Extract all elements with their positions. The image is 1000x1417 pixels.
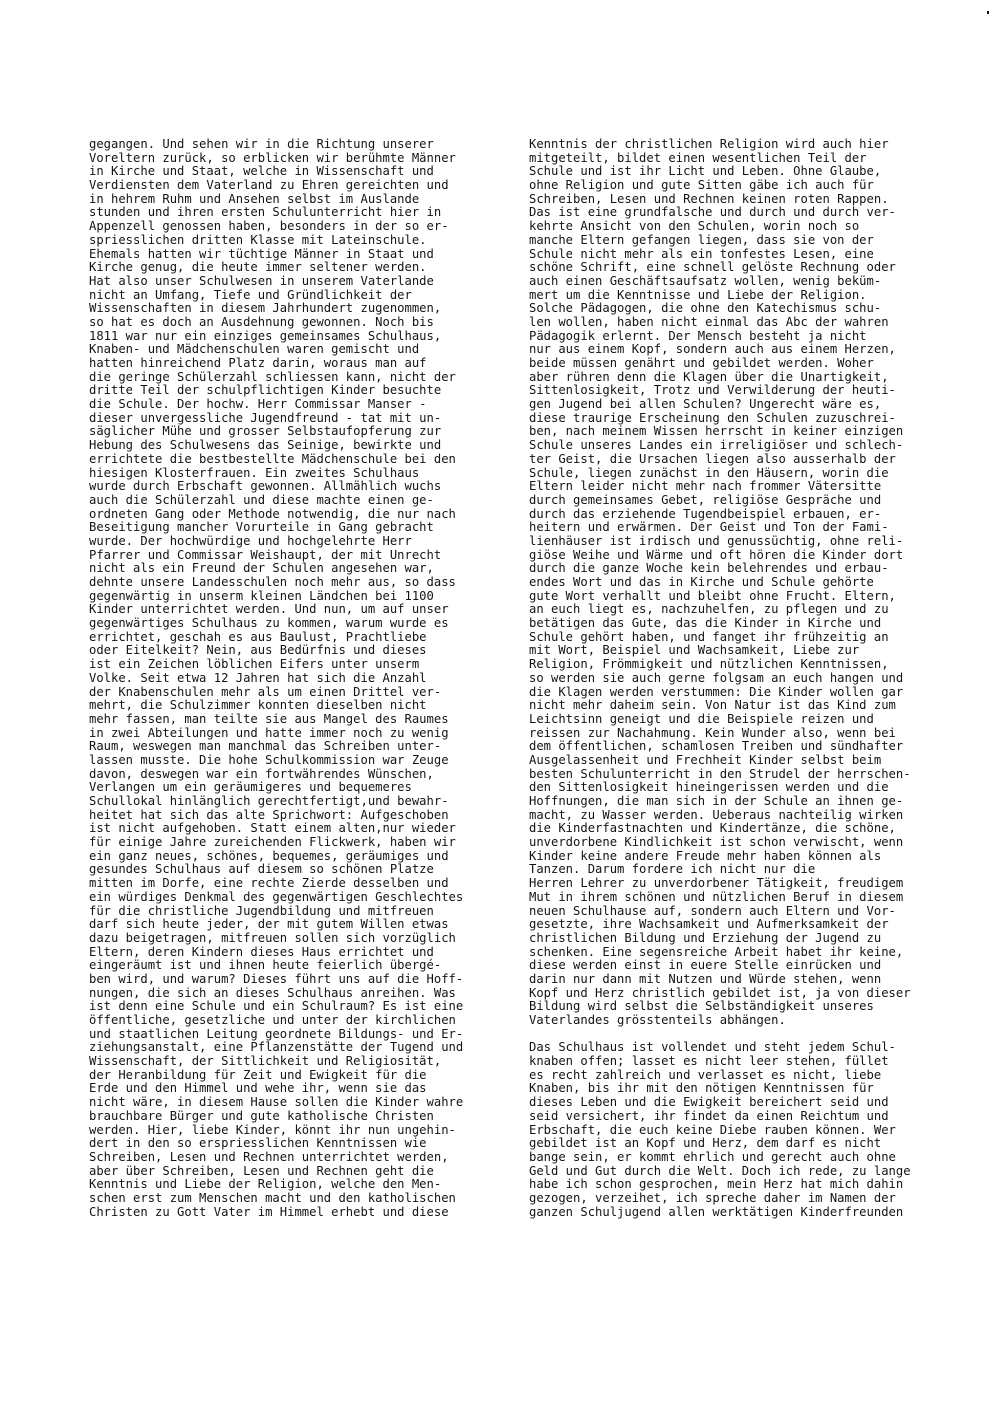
right-column <box>529 138 949 1219</box>
text-line: nicht an Umfang, Tiefe und Gründlichkeit der <box>89 287 412 302</box>
text-line: Bildung wird selbst die Selbständigkeit unseres <box>529 999 874 1014</box>
text-line: und staatlichen Leitung geordnete Bildungs- und Er- <box>89 1026 464 1041</box>
text-line: Hebung des Schulwesens das Seinige, bewirkte und <box>89 438 442 453</box>
text-line: säglicher Mühe und grosser Selbstaufopferung zur <box>89 424 442 439</box>
text-line: dieser unvergessliche Jugendfreund - tat mit un- <box>89 410 442 425</box>
text-line: durch das erziehende Tugendbeispiel erbauen, er- <box>529 506 882 521</box>
text-line: ein ganz neues, schönes, bequemes, geräumiges und <box>89 848 449 863</box>
text-line: Voreltern zurück, so erblicken wir berühmte Männer <box>89 150 456 165</box>
text-line: Knaben- und Mädchenschulen waren gemischt und <box>89 342 420 357</box>
text-line: wurde. Der hochwürdige und hochgelehrte Herr <box>89 533 412 548</box>
text-line: Schule und ist ihr Licht und Leben. Ohne Glaube, <box>529 164 882 179</box>
text-line: Religion, Frömmigkeit und nützlichen Kenntnissen, <box>529 657 889 672</box>
text-line: der Knabenschulen mehr als um einen Drittel ver- <box>89 684 442 699</box>
text-line: gen Jugend bei allen Schulen? Ungerecht wäre es, <box>529 397 882 412</box>
text-line: mit Wort, Beispiel und Wachsamkeit, Liebe zur <box>529 643 860 658</box>
text-line: kehrte Ansicht von den Schulen, worin noch so <box>529 219 860 234</box>
text-line: so werden sie auch gerne folgsam an euch hangen und <box>529 670 904 685</box>
text-line: Hat also unser Schulwesen in unserem Vaterlande <box>89 273 434 288</box>
text-line: oder Eitelkeit? Nein, aus Bedürfnis und dieses <box>89 643 427 658</box>
text-line: Wissenschaften in diesem Jahrhundert zugenommen, <box>89 301 442 316</box>
text-line: auch die Schülerzahl und diese machte einen ge- <box>89 492 434 507</box>
text-line: Kenntnis der christlichen Religion wird auch hier <box>529 137 889 151</box>
text-line: nungen, die sich an dieses Schulhaus anreihen. Was <box>89 985 456 1000</box>
text-line: diese werden einst in euere Stelle einrücken und <box>529 958 882 973</box>
text-line: gezogen, verzeihet, ich spreche daher im Namen der <box>529 1190 896 1205</box>
text-line: darin nur dann mit Nutzen und Würde stehen, wenn <box>529 971 882 986</box>
text-line: Erbschaft, die euch keine Diebe rauben können. Wer <box>529 1122 896 1137</box>
text-line: aber über Schreiben, Lesen und Rechnen geht die <box>89 1163 434 1178</box>
text-line: Geld und Gut durch die Welt. Doch ich rede, zu lange <box>529 1163 911 1178</box>
text-line: darf sich heute jeder, der mit gutem Willen etwas <box>89 917 449 932</box>
text-line: schen erst zum Menschen macht und den katholischen <box>89 1190 456 1205</box>
text-line: Kinder keine andere Freude mehr haben können als <box>529 848 882 863</box>
text-line: Eltern, deren Kindern dieses Haus errichtet und <box>89 944 434 959</box>
paragraph-religion <box>529 138 949 1028</box>
text-line: gebildet ist an Kopf und Herz, dem darf es nicht <box>529 1136 882 1151</box>
text-line: Kinder unterrichtet werden. Und nun, um auf unser <box>89 602 449 617</box>
text-line: giöse Weihe und Wärme und oft hören die Kinder dort <box>529 547 904 562</box>
text-line: an euch liegt es, nachzuhelfen, zu pflegen und zu <box>529 602 889 617</box>
text-line: lienhäuser ist irdisch und genussüchtig, ohne reli- <box>529 533 904 548</box>
text-line: Leichtsinn geneigt und die Beispiele reizen und <box>529 711 874 726</box>
text-line: Herren Lehrer zu unverdorbener Tätigkeit, freudigem <box>529 876 904 891</box>
text-line: wurde durch Erbschaft gewonnen. Allmählich wuchs <box>89 479 442 494</box>
text-line: werden. Hier, liebe Kinder, könnt ihr nun ungehin- <box>89 1122 456 1137</box>
text-line: eingeräumt ist und ihnen heute feierlich übergé- <box>89 958 442 973</box>
text-line: nicht wäre, in diesem Hause sollen die Kinder wahre <box>89 1095 464 1110</box>
text-line: seid versichert, ihr findet da einen Reichtum und <box>529 1108 889 1123</box>
text-line: Pädagogik erlernt. Der Mensch besteht ja nicht <box>529 328 867 343</box>
text-line: nicht als ein Freund der Schulen angesehen war, <box>89 561 434 576</box>
text-line: in Kirche und Staat, welche in Wissenschaft und <box>89 164 434 179</box>
text-line: Schreiben, Lesen und Rechnen unterrichtet werden, <box>89 1149 449 1164</box>
text-line: ist nicht aufgehoben. Statt einem alten,nur wieder <box>89 821 456 836</box>
text-line: manche Eltern gefangen liegen, dass sie von der <box>529 232 874 247</box>
text-line: ist denn eine Schule und ein Schulraum? Es ist eine <box>89 999 464 1014</box>
text-line: Vaterlandes grösstenteils abhängen. <box>529 1013 786 1027</box>
text-line: heitern und erwärmen. Der Geist und Ton der Fami- <box>529 520 889 535</box>
text-line: dert in den so erspriesslichen Kenntnissen wie <box>89 1136 427 1151</box>
text-line: nicht mehr daheim sein. Von Natur ist das Kind zum <box>529 698 896 713</box>
text-line: Das ist eine grundfalsche und durch und durch ver- <box>529 205 896 220</box>
text-line: mehrt, die Schulzimmer konnten dieselben nicht <box>89 698 427 713</box>
text-line: spriesslichen dritten Klasse mit Lateinschule. <box>89 232 427 247</box>
text-line: ziehungsanstalt, eine Pflanzenstätte der Tugend und <box>89 1040 464 1055</box>
text-line: durch die ganze Woche kein belehrendes und erbau- <box>529 561 889 576</box>
text-line: lassen musste. Die hohe Schulkommission war Zeuge <box>89 752 449 767</box>
text-line: ter Geist, die Ursachen liegen also ausserhalb der <box>529 451 896 466</box>
text-line: für die christliche Jugendbildung und mitfreuen <box>89 903 434 918</box>
text-line: hatten hinreichend Platz darin, woraus man auf <box>89 356 427 370</box>
text-line: Schule gehört haben, und fanget ihr frühzeitig an <box>529 629 889 644</box>
text-line: bange sein, er kommt ehrlich und gerecht auch ohne <box>529 1149 896 1164</box>
paragraph-schulhaus <box>529 1041 949 1219</box>
text-line: endes Wort und das in Kirche und Schule gehörte <box>529 575 874 589</box>
text-line: Beseitigung mancher Vorurteile in Gang gebracht <box>89 520 434 535</box>
text-line: schöne Schrift, eine schnell gelöste Rechnung oder <box>529 260 896 275</box>
text-line: Sittenlosigkeit, Trotz und Verwilderung der heuti- <box>529 383 896 398</box>
text-line: dazu beigetragen, mitfreuen sollen sich vorzüglich <box>89 930 456 945</box>
text-line: 1811 war nur ein einziges gemeinsames Schulhaus, <box>89 328 442 343</box>
text-line: diese traurige Erscheinung den Schulen zuzuschrei- <box>529 410 896 425</box>
text-line: knaben offen; lasset es nicht leer stehen, füllet <box>529 1054 889 1069</box>
text-line: dem öffentlichen, schamlosen Treiben und sündhafter <box>529 739 904 754</box>
text-line: dritte Teil der schulpflichtigen Kinder besuchte <box>89 383 442 398</box>
text-line: habe ich schon gesprochen, mein Herz hat mich dahin <box>529 1177 904 1192</box>
text-line: reissen zur Nachahmung. Kein Wunder also, wenn bei <box>529 725 896 740</box>
text-line: Mut in ihrem schönen und nützlichen Beruf in diesem <box>529 889 904 904</box>
text-line: Eltern leider nicht mehr nach frommer Vätersitte <box>529 479 882 494</box>
text-line: so hat es doch an Ausdehnung gewonnen. Noch bis <box>89 314 434 329</box>
text-line: Hoffnungen, die man sich in der Schule an ihnen ge- <box>529 794 904 808</box>
text-line: Schule unseres Landes ein irreligiöser und schlech- <box>529 438 904 453</box>
text-line: len wollen, haben nicht einmal das Abc der wahren <box>529 314 889 329</box>
text-line: errichtet, geschah es aus Baulust, Prachtliebe <box>89 629 427 644</box>
text-line: gesetzte, ihre Wachsamkeit und Aufmerksamkeit der <box>529 917 889 932</box>
text-line: mert um die Kenntnisse und Liebe der Religion. <box>529 287 867 302</box>
text-line: dieses Leben und die Ewigkeit bereichert seid und <box>529 1095 889 1110</box>
text-line: ben wird, und warum? Dieses führt uns auf die Hoff- <box>89 971 464 986</box>
text-line: Knaben, bis ihr mit den nötigen Kenntnissen für <box>529 1081 874 1096</box>
text-line: unverdorbene Kindlichkeit ist schon verwischt, wenn <box>529 835 904 850</box>
text-line: Schreiben, Lesen und Rechnen keinen roten Rappen. <box>529 191 889 206</box>
text-line: in hehrem Ruhm und Ansehen selbst im Auslande <box>89 191 420 206</box>
text-line: schenken. Eine segensreiche Arbeit habet ihr keine, <box>529 944 904 959</box>
text-line: ordneten Gang oder Methode notwendig, die nur nach <box>89 506 456 521</box>
text-line: in zwei Abteilungen und hatte immer noch zu wenig <box>89 725 449 740</box>
text-line: Christen zu Gott Vater im Himmel erhebt und diese <box>89 1204 449 1219</box>
text-line: durch gemeinsames Gebet, religiöse Gespräche und <box>529 492 882 507</box>
text-line: Schule nicht mehr als ein tonfestes Lesen, eine <box>529 246 874 261</box>
text-line: ben, nach meinem Wissen herrscht in keiner einzigen <box>529 424 904 439</box>
text-line: betätigen das Gute, das die Kinder in Kirche und <box>529 616 882 631</box>
text-line: auch einen Geschäftsaufsatz wollen, wenig beküm- <box>529 273 882 288</box>
text-line: Solche Pädagogen, die ohne den Katechismus schu- <box>529 301 882 316</box>
text-line: ist ein Zeichen löblichen Eifers unter unserm <box>89 657 420 672</box>
text-line: gegangen. Und sehen wir in die Richtung unserer <box>89 137 434 151</box>
text-line: die Schule. Der hochw. Herr Commissar Manser - <box>89 397 427 412</box>
text-line: brauchbare Bürger und gute katholische Christen <box>89 1108 434 1123</box>
text-line: Das Schulhaus ist vollendet und steht jedem Schul- <box>529 1040 896 1055</box>
text-line: Erde und den Himmel und wehe ihr, wenn sie das <box>89 1081 427 1096</box>
text-line: Schullokal hinlänglich gerechtfertigt,und bewahr- <box>89 794 449 808</box>
text-line: davon, deswegen war ein fortwährendes Wünschen, <box>89 766 434 781</box>
text-line: Appenzell genossen haben, besonders in der so er- <box>89 219 449 234</box>
text-line: beide müssen genährt und gebildet werden. Woher <box>529 356 874 370</box>
text-line: Kenntnis und Liebe der Religion, welche den Men- <box>89 1177 442 1192</box>
text-line: ein würdiges Denkmal des gegenwärtigen Geschlechtes <box>89 889 464 904</box>
text-line: es recht zahlreich und verlasset es nicht, liebe <box>529 1067 882 1082</box>
text-line: hiesigen Klosterfrauen. Ein zweites Schulhaus <box>89 465 420 480</box>
paragraph-gap <box>529 1028 949 1042</box>
text-line: macht, zu Wasser werden. Ueberaus nachteilig wirken <box>529 807 904 822</box>
text-line: Raum, weswegen man manchmal das Schreiben unter- <box>89 739 442 754</box>
text-line: ohne Religion und gute Sitten gäbe ich auch für <box>529 178 874 193</box>
text-line: Verdiensten dem Vaterland zu Ehren gereichten und <box>89 178 449 193</box>
text-line: nur aus einem Kopf, sondern auch aus einem Herzen, <box>529 342 896 357</box>
text-line: Tanzen. Darum fordere ich nicht nur die <box>529 862 816 877</box>
text-line: Kopf und Herz christlich gebildet ist, ja von dieser <box>529 985 911 1000</box>
text-line: für einige Jahre zureichenden Flickwerk, haben wir <box>89 835 456 850</box>
text-line: stunden und ihren ersten Schulunterricht hier in <box>89 205 442 220</box>
text-line: Pfarrer und Commissar Weishaupt, der mit Unrecht <box>89 547 442 562</box>
text-line: der Heranbildung für Zeit und Ewigkeit für die <box>89 1067 427 1082</box>
text-line: besten Schulunterricht in den Strudel der herrschen- <box>529 766 911 781</box>
text-line: Ehemals hatten wir tüchtige Männer in Staat und <box>89 246 434 261</box>
text-line: aber rühren denn die Klagen über die Unartigkeit, <box>529 369 889 384</box>
corner-speck <box>987 11 989 14</box>
text-line: mitten im Dorfe, eine rechte Zierde desselben und <box>89 876 449 891</box>
text-line: dehnte unsere Landesschulen noch mehr aus, so dass <box>89 575 456 589</box>
text-line: heitet hat sich das alte Sprichwort: Aufgeschoben <box>89 807 449 822</box>
text-line: Ausgelassenheit und Frechheit Kinder selbst beim <box>529 752 882 767</box>
text-line: gegenwärtiges Schulhaus zu kommen, warum wurde es <box>89 616 449 631</box>
left-column <box>89 138 504 1219</box>
text-line: die Kinderfastnachten und Kindertänze, die schöne, <box>529 821 896 836</box>
text-line: öffentliche, gesetzliche und unter der kirchlichen <box>89 1013 456 1027</box>
text-line: gesundes Schulhaus auf diesem so schönen Platze <box>89 862 434 877</box>
text-line: ganzen Schuljugend allen werktätigen Kinderfreunden <box>529 1204 904 1219</box>
text-line: Verlangen um ein geräumigeres und bequemeres <box>89 780 412 795</box>
text-line: mitgeteilt, bildet einen wesentlichen Teil der <box>529 150 867 165</box>
text-line: die geringe Schülerzahl schliessen kann, nicht der <box>89 369 456 384</box>
text-line: Kirche genug, die heute immer seltener werden. <box>89 260 427 275</box>
text-line: gute Wort verhallt und bleibt ohne Frucht. Eltern, <box>529 588 896 603</box>
text-line: errichtete die bestbestellte Mädchenschule bei den <box>89 451 456 466</box>
text-line: christlichen Bildung und Erziehung der Jugend zu <box>529 930 882 945</box>
text-line: Volke. Seit etwa 12 Jahren hat sich die Anzahl <box>89 670 427 685</box>
text-line: Wissenschaft, der Sittlichkeit und Religiosität, <box>89 1054 442 1069</box>
text-line: den Sittenlosigkeit hineingerissen werden und die <box>529 780 889 795</box>
text-line: Schule, liegen zunächst in den Häusern, worin die <box>529 465 889 480</box>
text-line: die Klagen werden verstummen: Die Kinder wollen gar <box>529 684 904 699</box>
text-line: neuen Schulhause auf, sondern auch Eltern und Vor- <box>529 903 896 918</box>
text-line: gegenwärtig in unserm kleinen Ländchen bei 1100 <box>89 588 434 603</box>
text-line: mehr fassen, man teilte sie aus Mangel des Raumes <box>89 711 449 726</box>
